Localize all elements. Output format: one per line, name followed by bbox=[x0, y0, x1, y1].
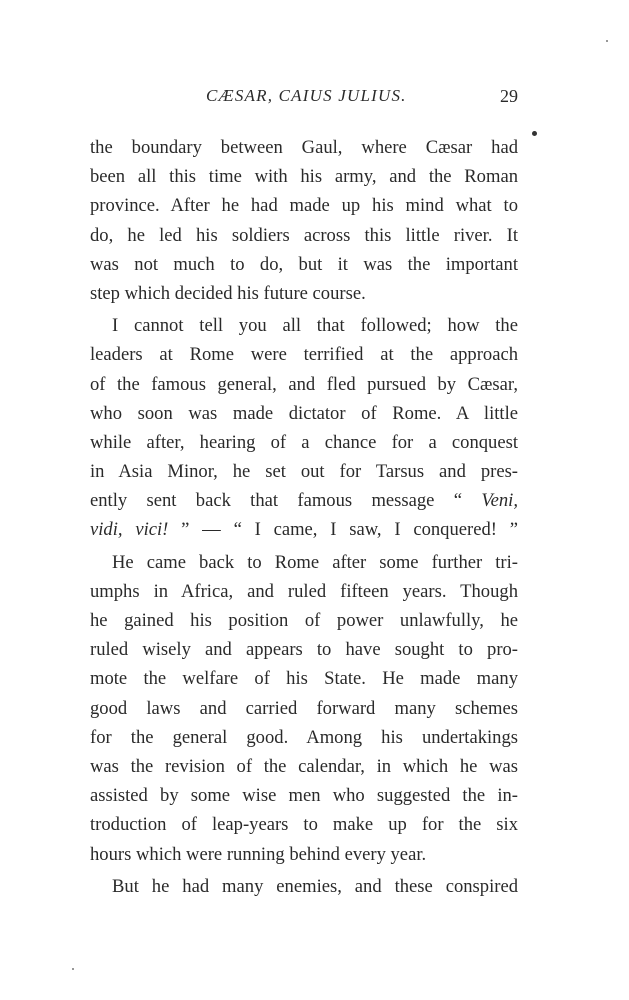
text-line: for the general good. Among his undertakings bbox=[90, 726, 518, 748]
running-title: CÆSAR, CAIUS JULIUS. bbox=[206, 86, 407, 105]
text-line: ruled wisely and appears to have sought to pro- bbox=[90, 639, 518, 661]
text-line: in Asia Minor, he set out for Tarsus and pres- bbox=[90, 461, 518, 483]
text-line: I cannot tell you all that followed; how the bbox=[112, 315, 518, 337]
text-line: He came back to Rome after some further tri- bbox=[112, 551, 518, 573]
latin-quote: Veni, bbox=[481, 490, 518, 512]
paragraph bbox=[90, 311, 518, 545]
text-line: leaders at Rome were terrified at the approach bbox=[90, 344, 518, 366]
text-line: step which decided his future course. bbox=[90, 282, 366, 304]
text-line: umphs in Africa, and ruled fifteen years. Though bbox=[90, 580, 518, 602]
page-number: 29 bbox=[500, 86, 518, 106]
text-line: do, he led his soldiers across this little river. It bbox=[90, 224, 518, 246]
text-line: of the famous general, and fled pursued by Cæsar, bbox=[90, 373, 518, 395]
ink-speck bbox=[72, 968, 74, 970]
text-line: good laws and carried forward many schemes bbox=[90, 697, 518, 719]
text-run: ” — “ I came, I saw, I conquered! ” bbox=[168, 519, 519, 541]
paragraph bbox=[90, 872, 518, 901]
text-line: been all this time with his army, and the Roman bbox=[90, 166, 518, 188]
paragraph bbox=[90, 548, 518, 869]
running-head bbox=[90, 86, 520, 112]
text-line: province. After he had made up his mind what to bbox=[90, 195, 518, 217]
text-line: troduction of leap-years to make up for the six bbox=[90, 814, 518, 836]
text-line: while after, hearing of a chance for a conquest bbox=[90, 431, 518, 453]
text-line: assisted by some wise men who suggested the in- bbox=[90, 785, 518, 807]
text-line: hours which were running behind every year. bbox=[90, 843, 427, 865]
paragraph bbox=[90, 133, 518, 308]
ink-speck bbox=[532, 131, 537, 136]
text-line: the boundary between Gaul, where Cæsar had bbox=[90, 137, 518, 158]
latin-quote: vidi, vici! bbox=[90, 519, 169, 541]
ink-speck bbox=[606, 40, 608, 42]
text-line: mote the welfare of his State. He made many bbox=[90, 668, 518, 690]
text-line: was not much to do, but it was the important bbox=[90, 253, 518, 275]
text-line: was the revision of the calendar, in which he was bbox=[90, 755, 518, 777]
text-line bbox=[90, 515, 518, 544]
body-text bbox=[90, 133, 518, 901]
text-line: he gained his position of power unlawfully, he bbox=[90, 610, 518, 631]
text-line: But he had many enemies, and these conspired bbox=[112, 875, 518, 897]
text-run: ently sent back that famous message “ bbox=[90, 490, 482, 512]
text-line bbox=[90, 486, 518, 515]
text-line: who soon was made dictator of Rome. A little bbox=[90, 402, 518, 424]
